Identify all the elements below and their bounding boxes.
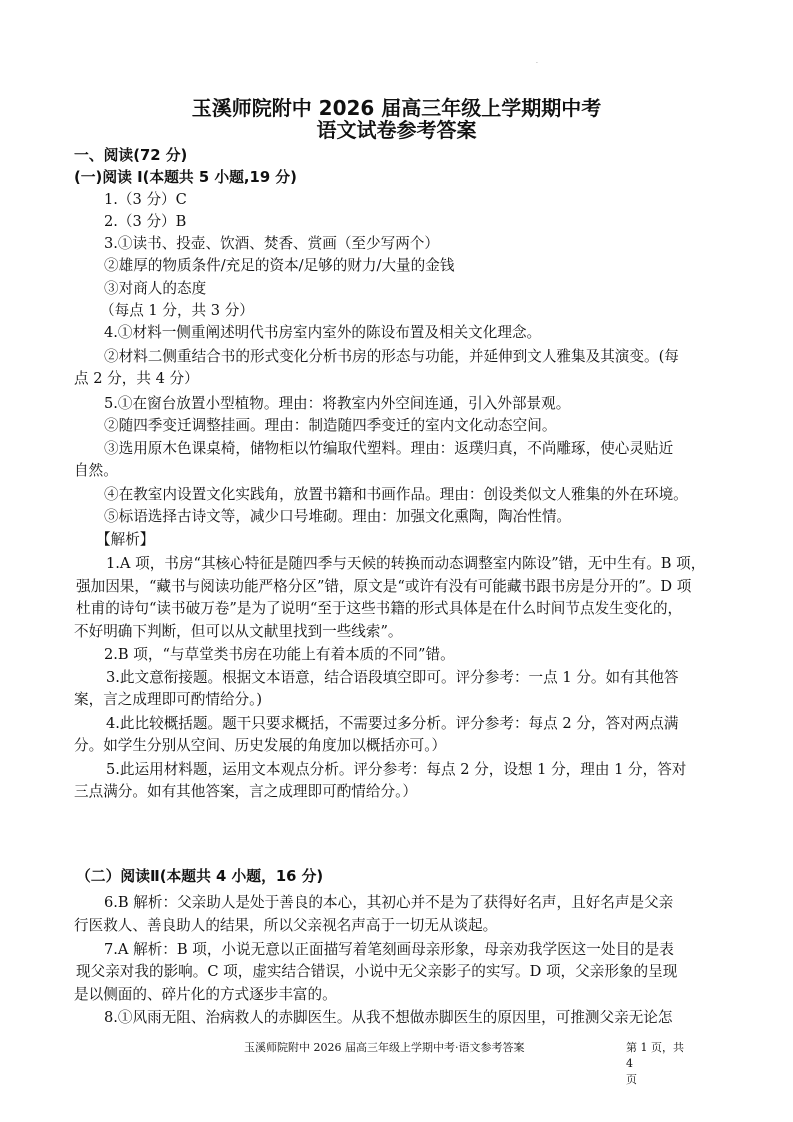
analysis-heading: 【解析】 [96, 531, 155, 548]
analysis-line: 分。如学生分别从空间、历史发展的角度加以概括亦可。） [74, 737, 447, 754]
answer-line: ②雄厚的物质条件/充足的资本/足够的财力/大量的金钱 [104, 257, 455, 274]
answer-line: 现父亲对我的影响。C 项，虚实结合错误，小说中无父亲影子的实写。D 项，父亲形象的呈现 [76, 963, 678, 980]
footer-title: 玉溪师院附中 2026 届高三年级上学期中考·语文参考答案 [244, 1041, 525, 1054]
answer-line: ③选用原木色课桌椅，储物柜以竹编取代塑料。理由：返璞归真，不尚雕琢，使心灵贴近 [104, 440, 674, 457]
analysis-line: 三点满分。如有其他答案，言之成理即可酌情给分。） [74, 783, 417, 800]
doc-title-line1: 玉溪师院附中 2026 届高三年级上学期期中考 [191, 96, 602, 120]
answer-line: 自然。 [74, 462, 118, 479]
analysis-line: 3.此文意衔接题。根据文本语意，结合语段填空即可。评分参考：一点 1 分。如有其他答 [106, 669, 679, 686]
analysis-line: 1.A 项，书房“其核心特征是随四季与天候的转换而动态调整室内陈设”错，无中生有。B 项， [106, 555, 706, 572]
answer-line: 8.①风雨无阻、治病救人的赤脚医生。从我不想做赤脚医生的原因里，可推测父亲无论怎 [104, 1009, 673, 1026]
page-number [626, 1040, 686, 1088]
subsection-heading: (一)阅读 I(本题共 5 小题,19 分) [74, 169, 297, 186]
answer-line: 6.B 解析：父亲助人是处于善良的本心，其初心并不是为了获得好名声，且好名声是父亲 [104, 894, 674, 911]
answer-line: ④在教室内设置文化实践角，放置书籍和书画作品。理由：创设类似文人雅集的外在环境。 [104, 486, 688, 503]
answer-line: 行医救人、善良助人的结果，所以父亲视名声高于一切无从谈起。 [74, 917, 498, 934]
answer-line: ⑤标语选择古诗文等，减少口号堆砌。理由：加强文化熏陶，陶冶性情。 [104, 508, 572, 525]
answer-line: ③对商人的态度 [104, 280, 207, 297]
decorative-dot: · [536, 60, 538, 67]
analysis-line: 案，言之成理即可酌情给分。) [74, 691, 263, 708]
analysis-line: 5.此运用材料题，运用文本观点分析。评分参考：每点 2 分，设想 1 分，理由 1 分，答对 [106, 761, 687, 778]
answer-line: （每点 1 分，共 3 分） [100, 302, 254, 319]
analysis-line: 2.B 项，“与草堂类书房在功能上有着本质的不同”错。 [104, 646, 455, 663]
answer-line: 5.①在窗台放置小型植物。理由：将教室内外空间连通，引入外部景观。 [104, 395, 571, 412]
answer-line: 4.①材料一侧重阐述明代书房室内室外的陈设布置及相关文化理念。 [104, 324, 542, 341]
subsection-heading-2: （二）阅读Ⅱ(本题共 4 小题，16 分) [76, 868, 324, 885]
answer-line: 7.A 解析：B 项，小说无意以正面描写着笔刻画母亲形象，母亲劝我学医这一处目的是表 [104, 941, 674, 958]
answer-line: 2.（3 分）B [104, 213, 187, 230]
page-number-line2: 页 [626, 1073, 637, 1086]
answer-line: 3.①读书、投壶、饮酒、焚香、赏画（至少写两个） [104, 235, 439, 252]
section-heading: 一、阅读(72 分) [74, 147, 188, 164]
answer-line: 点 2 分，共 4 分） [74, 370, 199, 387]
analysis-line: 不好明确下判断，但可以从文献里找到一些线索”。 [74, 623, 403, 640]
answer-line: ②材料二侧重结合书的形式变化分析书房的形态与功能，并延伸到文人雅集及其演变。(每 [104, 348, 679, 365]
analysis-line: 4.此比较概括题。题干只要求概括，不需要过多分析。评分参考：每点 2 分，答对两点满 [106, 715, 679, 732]
analysis-line: 杜甫的诗句“读书破万卷”是为了说明“至于这些书籍的形式具体是在什么时间节点发生变化的， [76, 600, 683, 617]
doc-title-line2: 语文试卷参考答案 [316, 118, 477, 142]
analysis-line: 强加因果，“藏书与阅读功能严格分区”错，原文是“或许有没有可能藏书跟书房是分开的”。D 项 [76, 578, 692, 595]
answer-line: ②随四季变迁调整挂画。理由：制造随四季变迁的室内文化动态空间。 [104, 417, 557, 434]
answer-line: 是以侧面的、碎片化的方式逐步丰富的。 [74, 986, 337, 1003]
answer-line: 1.（3 分）C [104, 191, 187, 208]
page-number-line1: 第 1 页，共 4 [626, 1041, 684, 1070]
